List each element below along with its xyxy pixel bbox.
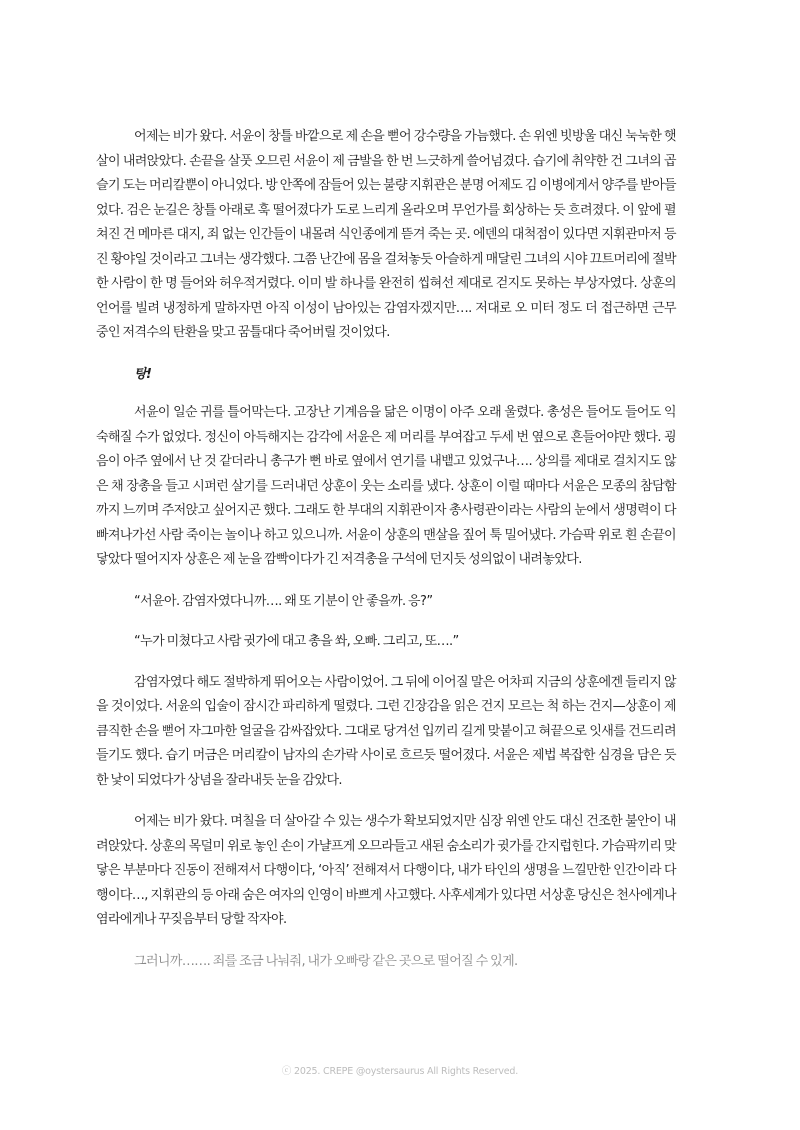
paragraph-4: 어제는 비가 왔다. 며칠을 더 살아갈 수 있는 생수가 확보되었지만 심장 위엔 안도 대신 건조한 불안이 내려앉았다. 상훈의 목덜미 위로 놓인 손이 가냘프게 오므라들고 새된 숨소리가 귓가를 간지럽힌다. 가슴팍끼리 맞닿은 부분마다 진동이 전해져서 다행이다, ‘아직’ 전해져서 다행이다, 내가 타인의 생명을 느낄만한 인간이라 다행이다…, 지휘관의 등 아래 숨은 여자의 인영이 바쁘게 사고했다. 사후세계가 있다면 서상훈 당신은 천사에게나 염라에게나 꾸짖음부터 당할 작자야.	[96, 814, 676, 927]
paragraph-2: 서윤이 일순 귀를 틀어막는다. 고장난 기계음을 닮은 이명이 아주 오래 울렸다. 총성은 들어도 들어도 익숙해질 수가 없었다. 정신이 아득해지는 감각에 서윤은 제 머리를 부여잡고 두세 번 옆으로 흔들어야만 했다. 굉음이 아주 옆에서 난 것 같더라니 총구가 뻔 바로 옆에서 연기를 내뱉고 있었구나…. 상의를 제대로 걸치지도 않은 채 장총을 들고 시퍼런 살기를 드러내던 상훈이 웃는 소리를 냈다. 상훈이 이럴 때마다 서윤은 모종의 참담함까지 느끼며 주저앉고 싶어지곤 했다. 그래도 한 부대의 지휘관이자 총사령관이라는 사람의 눈에서 생명력이 다 빠져나가선 사람 죽이는 놀이나 하고 있으니까. 서윤이 상훈의 맨살을 짚어 툭 밀어냈다. 가슴팍 위로 흰 손끝이 닿았다 떨어지자 상훈은 제 눈을 깜빡이다가 긴 저격총을 구석에 던지듯 성의없이 내려놓았다.	[96, 405, 676, 567]
gunshot-sound-effect: 탕!	[134, 366, 152, 382]
paragraph-1: 어제는 비가 왔다. 서윤이 창틀 바깥으로 제 손을 뻗어 강수량을 가늠했다. 손 위엔 빗방울 대신 눅눅한 햇살이 내려앉았다. 손끝을 살풋 오므린 서윤이 제 금발을 한 번 느긋하게 쓸어넘겼다. 습기에 취약한 건 그녀의 곱슬기 도는 머리칼뿐이 아니었다. 방 안쪽에 잠들어 있는 불량 지휘관은 분명 어제도 김 이병에게서 양주를 받아들었다. 검은 눈길은 창틀 아래로 훅 떨어졌다가 도로 느리게 올라오며 무언가를 회상하는 듯 흐려졌다. 이 앞에 펼쳐진 건 메마른 대지, 죄 없는 인간들이 내몰려 식인종에게 뜯겨 죽는 곳. 에덴의 대척점이 있다면 지휘관마저 등진 황야일 것이라고 그녀는 생각했다. 그쯤 난간에 몸을 걸쳐놓듯 아슬하게 매달린 그녀의 시야 끄트머리에 절박한 사람이 한 명 들어와 허우적거렸다. 이미 발 하나를 완전히 씹혀선 제대로 걷지도 못하는 부상자였다. 상훈의 언어를 빌려 냉정하게 말하자면 아직 이성이 남아있는 감염자겠지만…. 저대로 오 미터 정도 더 접근하면 근무 중인 저격수의 탄환을 맞고 꿈틀대다 죽어버릴 것이었다.	[96, 129, 676, 340]
dialogue-line-2: “누가 미쳤다고 사람 귓가에 대고 총을 쏴, 오빠. 그리고, 또….”	[134, 634, 459, 649]
copyright-footer: ⓒ 2025. CREPE @oystersaurus All Rights Reserved.	[281, 1066, 519, 1077]
closing-line: 그러니까……. 죄를 조금 나눠줘, 내가 오빠랑 같은 곳으로 떨어질 수 있게.	[134, 953, 518, 969]
paragraph-3: 감염자였다 해도 절박하게 뛰어오는 사람이었어. 그 뒤에 이어질 말은 어차피 지금의 상훈에겐 들리지 않을 것이었다. 서윤의 입술이 잠시간 파리하게 떨렸다. 그런 긴장감을 읽은 건지 모르는 척 하는 건지—상훈이 제 큼직한 손을 뻗어 자그마한 얼굴을 감싸잡았다. 그대로 당겨선 입끼리 길게 맞붙이고 혀끝으로 잇새를 건드리려 들기도 했다. 습기 머금은 머리칼이 남자의 손가락 사이로 흐르듯 떨어졌다. 서윤은 제법 복잡한 심경을 담은 듯한 낯이 되었다가 상념을 잘라내듯 눈을 감았다.	[96, 674, 676, 788]
dialogue-line-1: “서윤아. 감염자였다니까…. 왜 또 기분이 안 좋을까. 응?”	[134, 593, 433, 609]
story-body	[96, 125, 676, 991]
